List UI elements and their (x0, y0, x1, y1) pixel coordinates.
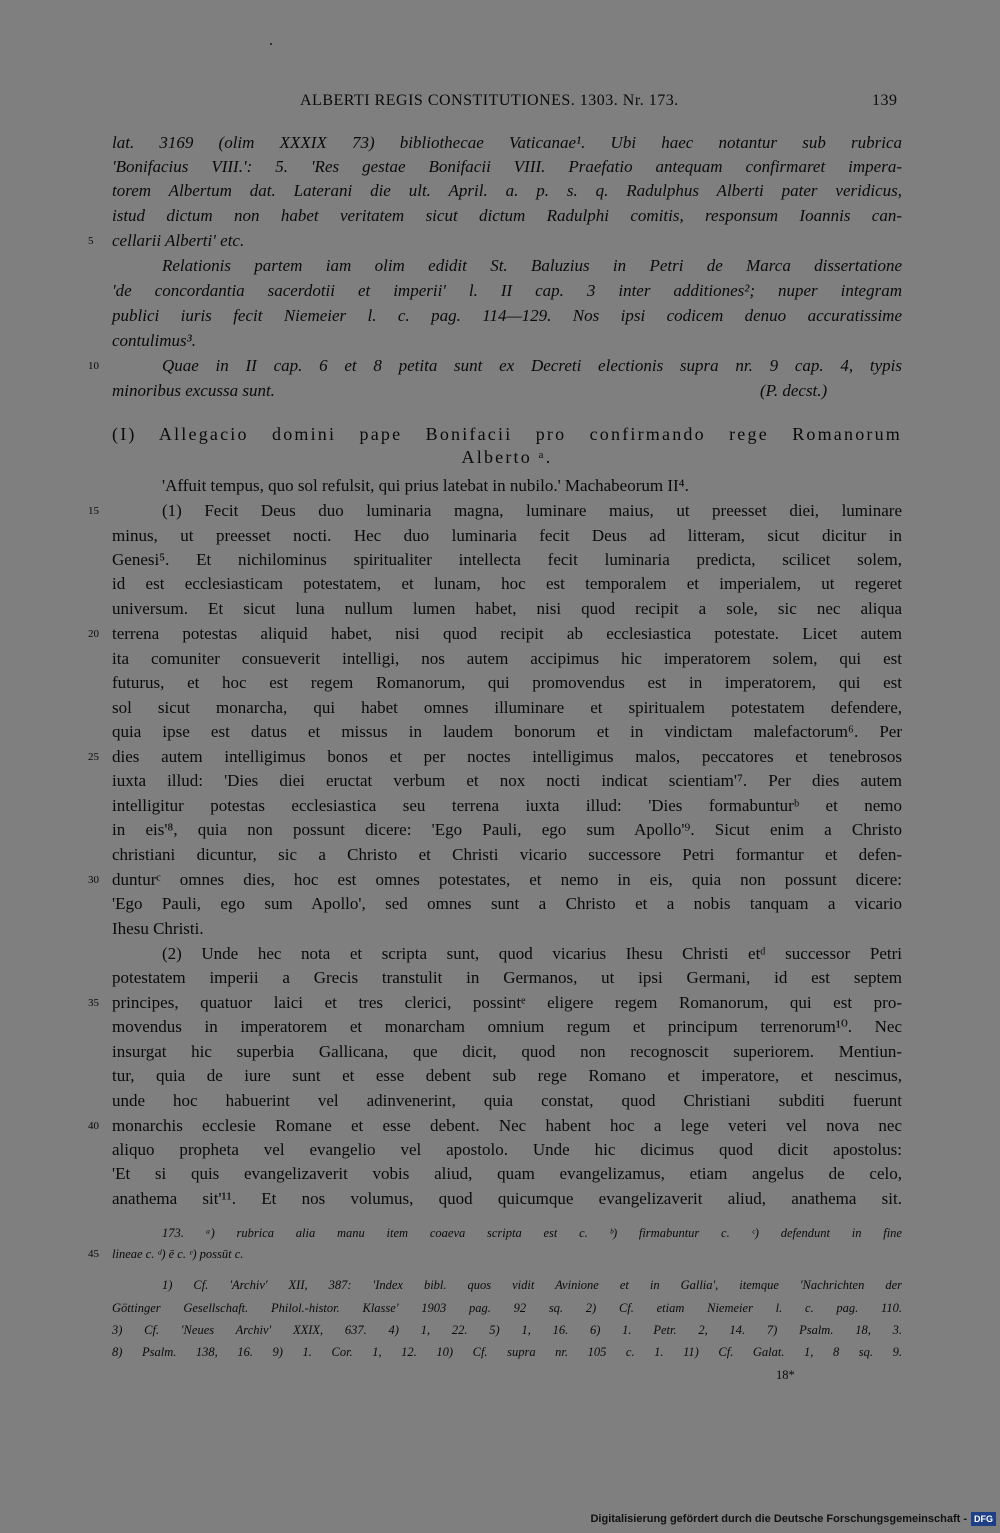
body-line: 'Ego Pauli, ego sum Apollo', sed omnes sunt a Christo et a nobis tanquam a vicario (112, 894, 902, 913)
footnote-line: 3) Cf. 'Neues Archiv' XXIX, 637. 4) 1, 22. 5) 1, 16. 6) 1. Petr. 2, 14. 7) Psalm. 18, 3. (112, 1323, 902, 1337)
variant-note: lineae c. ᵈ) ē c. ᵉ) possūt c. (112, 1247, 244, 1261)
line-number: 45 (88, 1248, 99, 1260)
footnote-line: Göttinger Gesellschaft. Philol.-histor. Klasse' 1903 pag. 92 sq. 2) Cf. etiam Niemeier l. c. pag. 110. (112, 1301, 902, 1315)
line-number: 20 (88, 628, 99, 640)
line-number: 15 (88, 505, 99, 517)
body-line: universum. Et sicut luna nullum lumen habet, nisi quod recipit a sole, sic nec aliqua (112, 599, 902, 618)
body-line: anathema sit'¹¹. Et nos volumus, quod quicumque evangelizaverit aliud, anathema sit. (112, 1189, 902, 1208)
footnote-line: 8) Psalm. 138, 16. 9) 1. Cor. 1, 12. 10) Cf. supra nr. 105 c. 1. 11) Cf. Galat. 1, 8 sq. 9. (112, 1345, 902, 1359)
intro-signature: (P. decst.) (760, 381, 828, 400)
body-line: terrena potestas aliquid habet, nisi quod recipit ab ecclesiastica potestate. Licet autem (112, 624, 902, 643)
intro-line: Quae in II cap. 6 et 8 petita sunt ex Decreti electionis supra nr. 9 cap. 4, typis (162, 356, 902, 375)
body-line: Ihesu Christi. (112, 919, 204, 938)
body-line: potestatem imperii a Grecis transtulit in Germanos, ut ipsi Germani, id est septem (112, 968, 902, 987)
body-line: sol sicut monarcha, qui habet omnes illuminare et spiritualem potestatem defendere, (112, 698, 902, 717)
body-line: dies autem intelligimus bonos et per noctes intelligimus malos, peccatores et tenebrosos (112, 747, 902, 766)
intro-line: lat. 3169 (olim XXXIX 73) bibliothecae Vaticanae¹. Ubi haec notantur sub rubrica (112, 133, 902, 152)
body-line: in eis'⁸, quia non possunt dicere: 'Ego Pauli, ego sum Apollo'⁹. Sicut enim a Christo (112, 820, 902, 839)
digitization-footer (590, 1509, 996, 1529)
body-line: futurus, et hoc est regem Romanorum, qui promovendus est in imperatorem, qui est (112, 673, 902, 692)
intro-line: minoribus excussa sunt. (112, 381, 275, 400)
variant-note: 173. ᵃ) rubrica alia manu item coaeva scripta est c. ᵇ) firmabuntur c. ᶜ) defendunt in fine (162, 1226, 902, 1240)
line-number: 5 (88, 235, 94, 247)
dfg-logo: DFG (971, 1512, 996, 1526)
body-line: tur, quia de iure sunt et esse debent sub rege Romano et imperatore, et nescimus, (112, 1066, 902, 1085)
body-line: 'Et si quis evangelizaverit vobis aliud, quam evangelizamus, etiam angelus de celo, (112, 1164, 902, 1183)
intro-line: 'de concordantia sacerdotii et imperii' l. II cap. 3 inter additiones²; nuper integram (112, 281, 902, 300)
line-number: 30 (88, 874, 99, 886)
body-line: minus, ut preesset nocti. Hec duo luminaria fecit Deus ad litteram, sicut dicitur in (112, 526, 902, 545)
body-line: iuxta illud: 'Dies diei eructat verbum et nox nocti indicat scientiam'⁷. Per dies autem (112, 771, 902, 790)
intro-line: istud dictum non habet veritatem sicut dictum Radulphi comitis, responsum Ioannis can- (112, 206, 902, 225)
intro-line: torem Albertum dat. Laterani die ult. April. a. p. s. q. Radulphus Alberti pater veridicus, (112, 181, 902, 200)
body-line: dunturᶜ omnes dies, hoc est omnes potestates, et nemo in eis, quia non possunt dicere: (112, 870, 902, 889)
line-number: 40 (88, 1120, 99, 1132)
intro-line: Relationis partem iam olim edidit St. Baluzius in Petri de Marca dissertatione (162, 256, 902, 275)
section-title: Alberto ᵃ. (461, 447, 553, 467)
body-line: id est ecclesiasticam potestatem, et lunam, hoc est temporalem et imperialem, ut regeret (112, 574, 902, 593)
body-line: aliquo propheta vel evangelio vel apostolo. Unde hic dicimus quod dicit apostolus: (112, 1140, 902, 1159)
body-line: monarchis ecclesie Romane et esse debent. Nec habent hoc a lege veteri vel nova nec (112, 1116, 902, 1135)
scan-speck (270, 43, 272, 45)
body-line: intelligitur potestas ecclesiastica seu terrena iuxta illud: 'Dies formabunturᵇ et nemo (112, 796, 902, 815)
body-line: unde hoc habuerint vel adinvenerint, quia constat, quod Christiani subditi fuerunt (112, 1091, 902, 1110)
line-number: 35 (88, 997, 99, 1009)
footnote-line: 1) Cf. 'Archiv' XII, 387: 'Index bibl. quos vidit Avinione et in Gallia', itemque 'Nachrichten der (162, 1278, 902, 1292)
intro-line: 'Bonifacius VIII.': 5. 'Res gestae Bonifacii VIII. Praefatio antequam confirmaret impera- (112, 157, 902, 176)
body-line: (2) Unde hec nota et scripta sunt, quod vicarius Ihesu Christi etᵈ successor Petri (162, 944, 902, 963)
body-line: quia ipse est datus et missus in laudem bonorum et in vindictam malefactorum⁶. Per (112, 722, 902, 741)
running-title: ALBERTI REGIS CONSTITUTIONES. 1303. Nr. 173. (300, 92, 679, 109)
body-line: christiani dicuntur, sic a Christo et Christi vicario successore Petri formantur et defen- (112, 845, 902, 864)
body-line: principes, quatuor laici et tres clerici, possintᵉ eligere regem Romanorum, qui est pro- (112, 993, 902, 1012)
footer-text: Digitalisierung gefördert durch die Deutsche Forschungsgemeinschaft - (590, 1513, 967, 1525)
section-title: (I) Allegacio domini pape Bonifacii pro confirmando rege Romanorum (112, 424, 902, 444)
line-number: 25 (88, 751, 99, 763)
line-number: 10 (88, 360, 99, 372)
page-number: 139 (872, 92, 898, 109)
body-line: movendus in imperatorem et monarcham omnium regum et principum terrenorum¹⁰. Nec (112, 1017, 902, 1036)
body-line: 'Affuit tempus, quo sol refulsit, qui prius latebat in nubilo.' Machabeorum II⁴. (162, 476, 689, 495)
body-line: ita comuniter consueverit intelligi, nos autem accipimus hic imperatorem solem, qui est (112, 649, 902, 668)
body-line: Genesi⁵. Et nichilominus spiritualiter intellecta fecit luminaria predicta, scilicet solem, (112, 550, 902, 569)
signature-mark: 18* (776, 1368, 795, 1382)
intro-line: publici iuris fecit Niemeier l. c. pag. 114—129. Nos ipsi codicem denuo accuratissime (112, 306, 902, 325)
body-line: insurgat hic superbia Gallicana, que dicit, quod non recognoscit superiorem. Mentiun- (112, 1042, 902, 1061)
body-line: (1) Fecit Deus duo luminaria magna, luminare maius, ut preesset diei, luminare (162, 501, 902, 520)
intro-line: cellarii Alberti' etc. (112, 231, 245, 250)
intro-line: contulimus³. (112, 331, 196, 350)
